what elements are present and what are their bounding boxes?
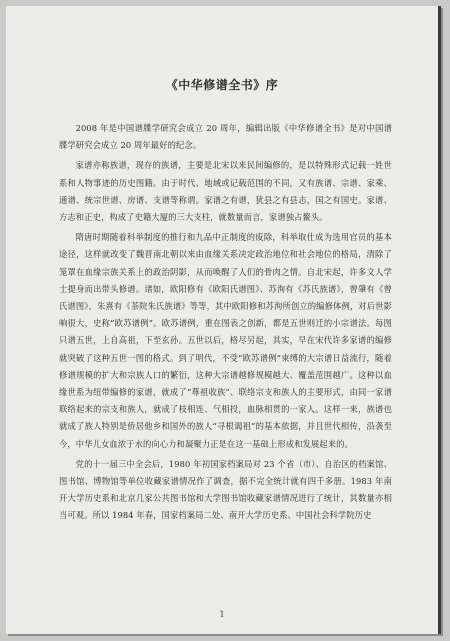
document-body	[59, 120, 392, 528]
paragraph: 党的十一届三中全会后，1980 年初国家档案局对 23 个省（市）、自治区的档案馆、图书馆、博物馆等单位收藏家谱情况作了调查，据不完全统计就有四千多册。1983 年南开大学历史系和北京几家公共图书馆和大学图书馆收藏家谱情况进行了统计，其数量亦相当可观。所以 1984 年春，国家档案局二处、南开大学历史系、中国社会科学院历史	[59, 458, 392, 521]
paragraph: 2008 年是中国谱牒学研究会成立 20 周年，编辑出版《中华修谱全书》是对中国谱牒学研究会成立 20 周年最好的纪念。	[59, 123, 392, 151]
page-title: 《中华修谱全书》序	[165, 78, 279, 92]
page-number: 1	[219, 610, 225, 619]
paragraph: 隋唐时期随着科举制度的推行和九品中正制度的废除，科举取仕成为选用官员的基本途径，这样就改变了魏晋南北朝以来由血缘关系决定政治地位和社会地位的格局，清除了笼罩在血缘宗族关系上的政治阴影，从而唤醒了人们的骨肉之情。自北宋起，许多文人学士提身而出带头修谱。诸如，欧阳修有《欧阳氏谱图》、苏洵有《苏氏族谱》，曾肇有《曾氏谱图》，朱熹有《茶院朱氏族谱》等等，其中欧阳修和苏洵所创立的编修体例，对后世影响很大，史称“欧苏谱例”。欧苏谱例，重在图表之创新，都是五世则迁的小宗谱法。每图只谱五世，上自高祖，下至玄孙。五世以后，格尽另起，其实，早在宋代许多家谱的编修就突破了这种五世一图的格式。到了明代，不受“欧苏谱例”束缚的大宗谱日益流行，随着修谱规模的扩大和宗族人口的繁衍，这种大宗谱越修规模越大、覆盖范围越广。这种以血缘世系为纽带编修的家谱，就成了“尊祖收族”、联络宗支和族人的主要形式，由同一家谱联络起来的宗支和族人，就成了枝相连、气相投，血脉相贯的一家人。这样一来，族谱也就成了族人特别是侨居他乡和国外的族人“寻根谒祖”的基本依据，并且世代相传，沿袭至今，中华儿女血浓于水的向心力和凝聚力正是在这一基础上形成和发展起来的。	[59, 232, 392, 449]
document-page	[6, 6, 441, 634]
paragraph: 家谱亦称族谱，现存的族谱，主要是北宋以来民间编修的，是以特殊形式记载一姓世系和人物事迹的历史图籍。由于时代、地域或记载范围的不同，又有族谱、宗谱、家乘、通谱、统宗世谱、房谱、支谱等称谓。家谱之有谱，犹县之有县志，国之有国史。家谱、方志和正史，构成了史籍大厦的三大支柱，就数量而言，家谱独占鳌头。	[59, 160, 392, 223]
